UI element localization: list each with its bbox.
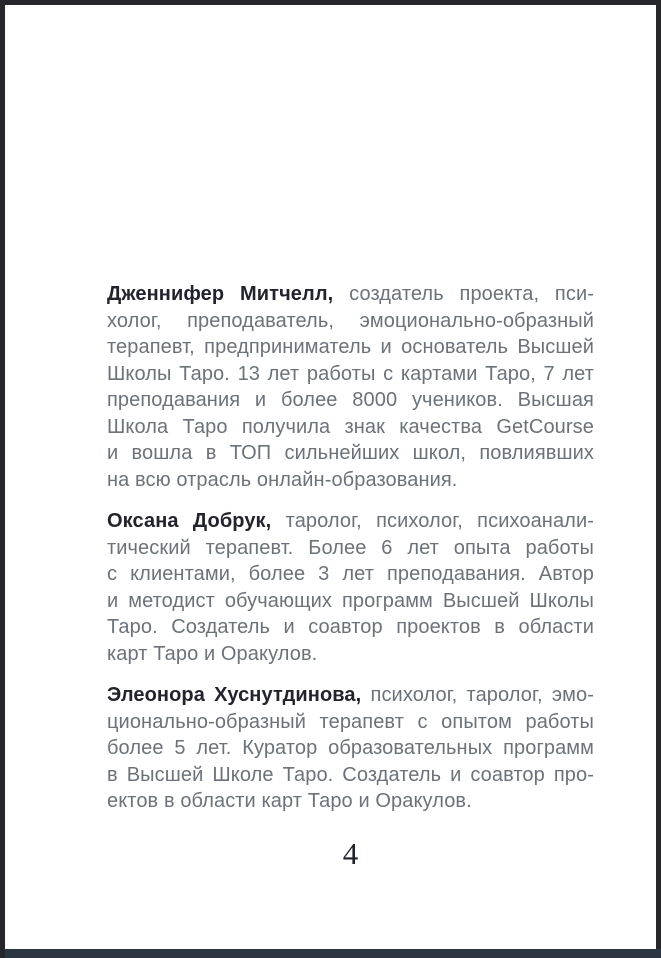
text-line: терапевт, предприниматель и основатель Высшей [107, 336, 594, 358]
page-bottom-border [5, 949, 661, 958]
person-name: Оксана Добрук, [107, 510, 272, 532]
bio-paragraph-eleonora [107, 682, 594, 815]
line-text: таролог, психолог, психоанали- [285, 510, 594, 532]
text-line: тический терапевт. Более 6 лет опыта работы [107, 536, 594, 559]
text-line [107, 281, 594, 308]
line-text: создатель проекта, пси- [349, 283, 594, 305]
page-number: 4 [342, 836, 359, 871]
text-line: Школа Таро получила знак качества GetCourse [107, 415, 594, 438]
text-line: и методист обучающих программ Высшей Школы [107, 589, 594, 612]
text-line: преподавания и более 8000 учеников. Высшая [107, 389, 594, 411]
person-name: Дженнифер Митчелл, [107, 283, 334, 305]
text-line: на всю отрасль онлайн-образования. [107, 468, 458, 491]
text-line: в Высшей Школе Таро. Создатель и соавтор про- [107, 763, 594, 786]
text-line: Школы Таро. 13 лет работы с картами Таро, 7 лет [107, 362, 594, 385]
text-line: холог, преподаватель, эмоционально-образный [107, 309, 594, 332]
text-line: с клиентами, более 3 лет преподавания. Автор [107, 563, 594, 585]
text-line: ционально-образный терапевт с опытом работы [107, 710, 594, 733]
line-text: психолог, таролог, эмо- [370, 684, 594, 706]
page-content [107, 281, 594, 830]
text-line: и вошла в ТОП сильнейших школ, повлиявших [107, 442, 594, 464]
person-name: Элеонора Хуснутдинова, [107, 684, 362, 706]
bio-paragraph-jennifer [107, 281, 594, 493]
text-line: Таро. Создатель и соавтор проектов в области [107, 616, 594, 638]
bio-paragraph-oksana [107, 508, 594, 667]
text-line: ектов в области карт Таро и Оракулов. [107, 790, 472, 812]
text-line: более 5 лет. Куратор образовательных программ [107, 737, 594, 759]
text-line [107, 508, 594, 535]
text-line: карт Таро и Оракулов. [107, 642, 318, 665]
text-line [107, 682, 594, 709]
